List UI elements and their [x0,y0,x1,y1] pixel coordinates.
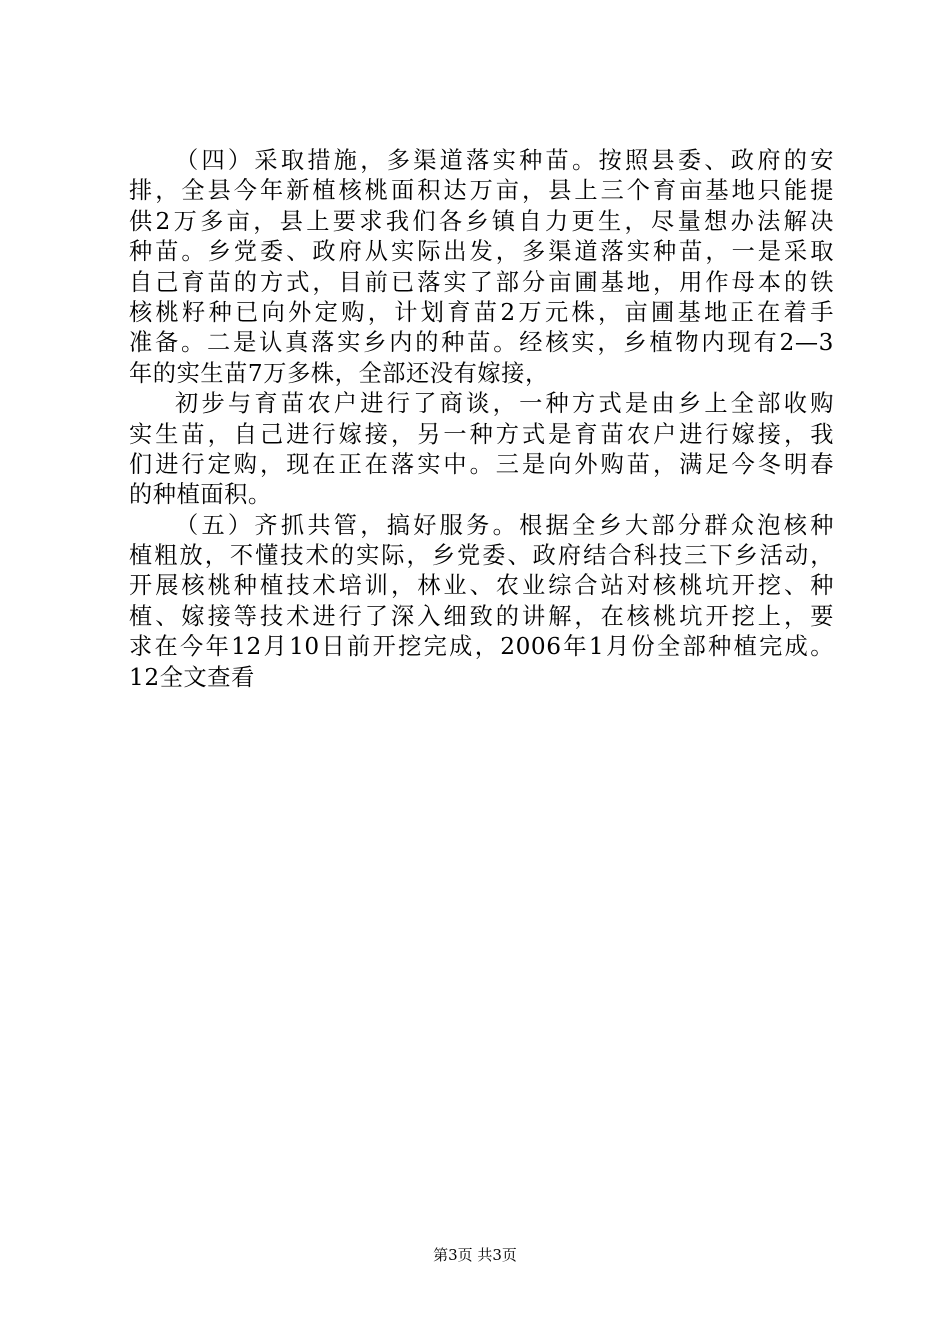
text-line: 植粗放，不懂技术的实际，乡党委、政府结合科技三下乡活动， [129,542,834,570]
text-line: （五）齐抓共管，搞好服务。根据全乡大部分群众泡核种 [175,511,834,539]
document-body [129,146,834,693]
text-line: 开展核桃种植技术培训，林业、农业综合站对核桃坑开挖、种 [129,572,834,600]
text-line: 供2万多亩，县上要求我们各乡镇自力更生，尽量想办法解决 [129,207,834,235]
text-line: 种苗。乡党委、政府从实际出发，多渠道落实种苗，一是采取 [129,238,834,266]
text-line: （四）采取措施，多渠道落实种苗。按照县委、政府的安 [175,147,834,174]
text-line: 年的实生苗7万多株，全部还没有嫁接， [129,359,549,387]
page-footer: 第3页 共3页 [433,1246,517,1264]
text-line: 植、嫁接等技术进行了深入细致的讲解，在核桃坑开挖上，要 [129,602,834,630]
text-line: 核桃籽种已向外定购，计划育苗2万元株，亩圃基地正在着手 [129,298,834,326]
text-line: 们进行定购，现在正在落实中。三是向外购苗，满足今冬明春 [129,450,834,478]
text-line: 实生苗，自己进行嫁接，另一种方式是育苗农户进行嫁接，我 [129,420,834,448]
text-line: 排，全县今年新植核桃面积达万亩，县上三个育亩基地只能提 [129,177,834,205]
text-line: 12全文查看 [129,663,255,691]
text-line: 自己育苗的方式，目前已落实了部分亩圃基地，用作母本的铁 [129,268,834,296]
text-line: 准备。二是认真落实乡内的种苗。经核实，乡植物内现有2—3 [129,329,834,357]
text-line: 的种植面积。 [129,481,272,509]
text-line: 初步与育苗农户进行了商谈，一种方式是由乡上全部收购 [175,390,834,418]
text-line: 求在今年12月10日前开挖完成，2006年1月份全部种植完成。 [129,633,834,661]
